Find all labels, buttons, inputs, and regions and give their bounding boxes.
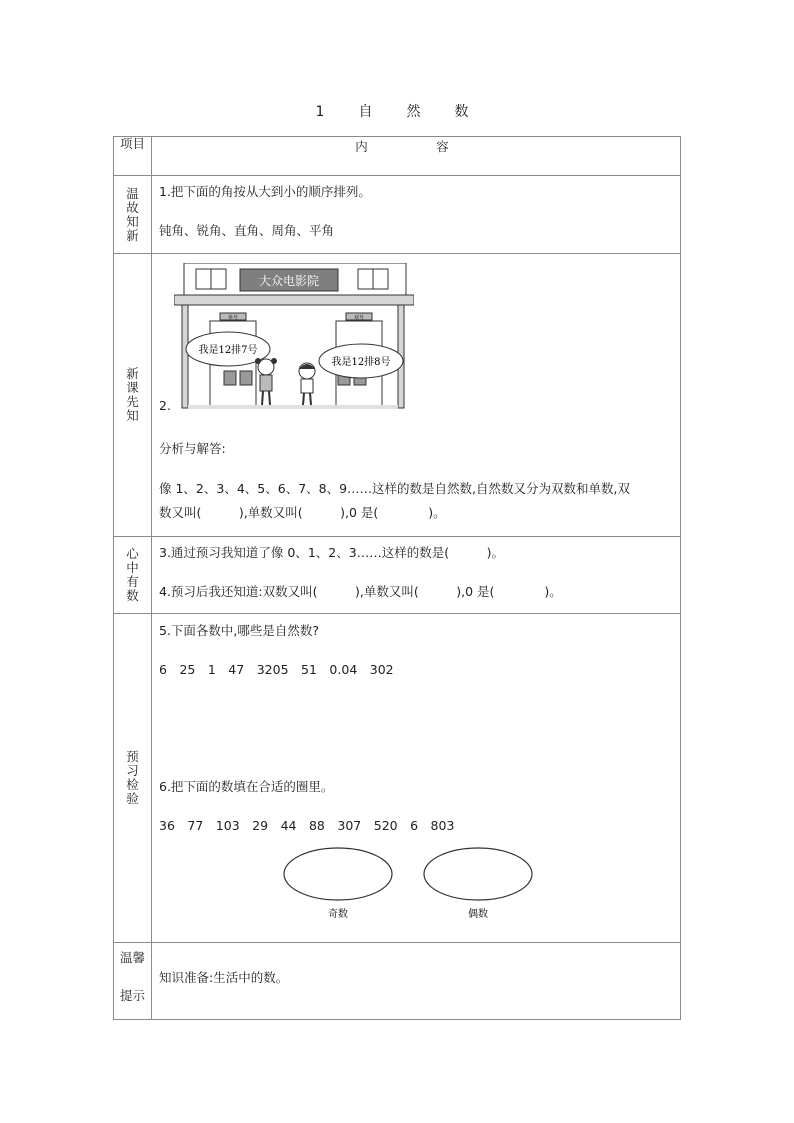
page-title: 1 自 然 数 bbox=[315, 104, 479, 120]
tip-row bbox=[114, 943, 681, 1020]
new-lesson-row bbox=[114, 254, 681, 537]
girl-speech-bubble: 我是12排7号 bbox=[198, 345, 258, 356]
check-label-cell bbox=[114, 614, 152, 943]
question-3: 3.通过预习我知道了像 0、1、2、3……这样的数是( )。 bbox=[159, 545, 504, 560]
mind-content bbox=[152, 537, 681, 614]
question-5-numbers: 6 25 1 47 3205 51 0.04 302 bbox=[159, 662, 394, 677]
tip-label-bottom: 提示 bbox=[119, 988, 145, 1003]
odd-label: 奇数 bbox=[328, 909, 348, 920]
tip-label-cell bbox=[114, 943, 152, 1020]
tip-label-top: 温馨 bbox=[119, 950, 145, 965]
review-label: 温故知新 bbox=[126, 185, 139, 243]
analysis-label: 分析与解答: bbox=[159, 441, 226, 456]
new-lesson-label: 新课先知 bbox=[126, 366, 139, 423]
header-content: 内 容 bbox=[152, 137, 681, 176]
new-lesson-content bbox=[152, 254, 681, 537]
tip-text: 知识准备:生活中的数。 bbox=[159, 970, 289, 985]
review-content bbox=[152, 176, 681, 254]
question-1: 1.把下面的角按从大到小的顺序排列。 bbox=[159, 184, 371, 199]
worksheet-table bbox=[113, 136, 681, 1020]
sorting-circles bbox=[282, 846, 542, 926]
tip-content bbox=[152, 943, 681, 1020]
angle-list: 钝角、锐角、直角、周角、平角 bbox=[159, 223, 335, 238]
left-door-sign: 单号 bbox=[227, 315, 239, 321]
boy-speech-bubble: 我是12排8号 bbox=[331, 357, 391, 368]
header-row bbox=[114, 137, 681, 176]
analysis-line-2: 数又叫( ),单数又叫( ),0 是( )。 bbox=[159, 505, 446, 520]
header-label: 项目 bbox=[114, 137, 152, 176]
boy-figure bbox=[299, 363, 315, 405]
question-4: 4.预习后我还知道:双数又叫( ),单数又叫( ),0 是( )。 bbox=[159, 584, 562, 599]
mind-row bbox=[114, 537, 681, 614]
mind-label: 心中有数 bbox=[126, 546, 139, 603]
question-6-numbers: 36 77 103 29 44 88 307 520 6 803 bbox=[159, 818, 455, 833]
new-lesson-label-cell bbox=[114, 254, 152, 537]
check-label: 预习检验 bbox=[126, 749, 139, 806]
even-label: 偶数 bbox=[468, 909, 488, 920]
cinema-sign: 大众电影院 bbox=[258, 274, 320, 288]
girl-figure bbox=[255, 358, 277, 405]
review-label-cell bbox=[114, 176, 152, 254]
even-circle[interactable] bbox=[424, 848, 532, 900]
analysis-line-1: 像 1、2、3、4、5、6、7、8、9……这样的数是自然数,自然数又分为双数和单数,双 bbox=[159, 481, 630, 496]
question-2-number: 2. bbox=[159, 398, 171, 413]
odd-circle[interactable] bbox=[284, 848, 392, 900]
question-5: 5.下面各数中,哪些是自然数? bbox=[159, 623, 320, 638]
question-6: 6.把下面的数填在合适的圈里。 bbox=[159, 779, 334, 794]
mind-label-cell bbox=[114, 537, 152, 614]
cinema-illustration bbox=[174, 263, 414, 410]
review-row bbox=[114, 176, 681, 254]
check-row bbox=[114, 614, 681, 943]
right-door-sign: 双号 bbox=[353, 315, 365, 321]
check-content bbox=[152, 614, 681, 943]
